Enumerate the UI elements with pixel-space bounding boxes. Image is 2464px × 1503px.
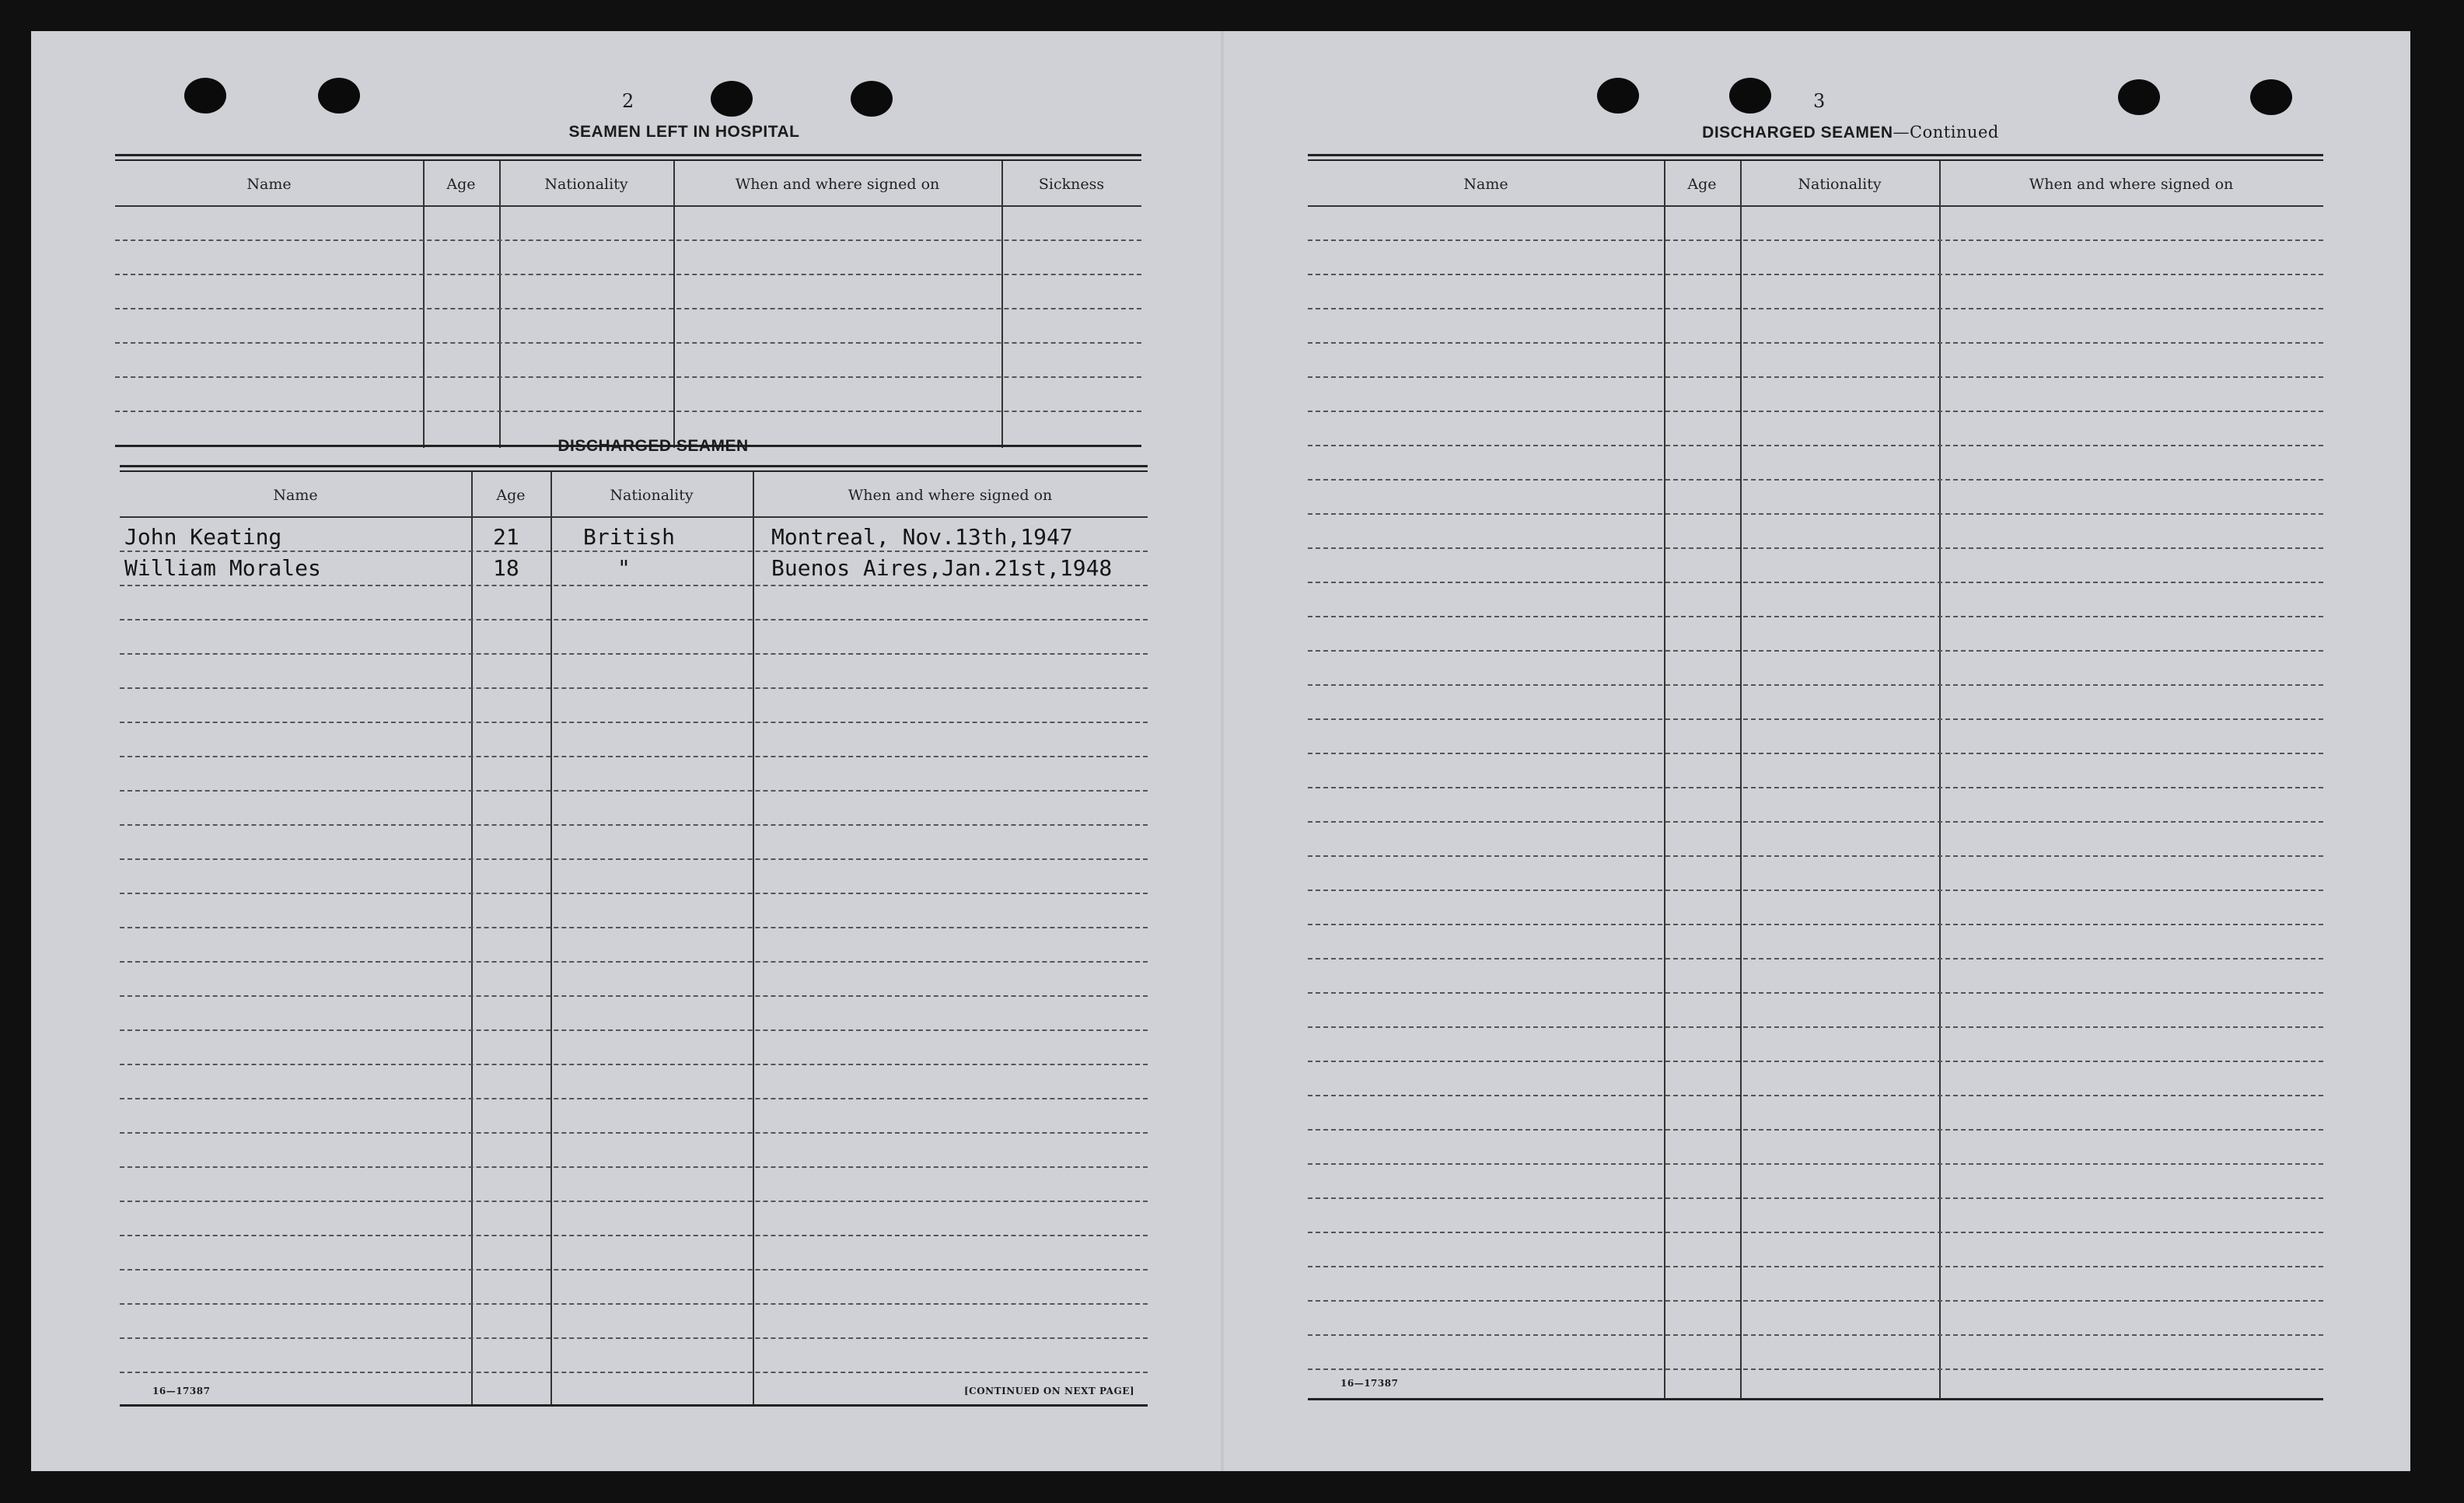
continued-note: [CONTINUED ON NEXT PAGE] <box>964 1386 1135 1396</box>
form-number: 16—17387 <box>152 1386 211 1396</box>
punch-hole <box>318 78 360 114</box>
discharged-continued-table <box>1308 154 2323 1401</box>
title-text: DISCHARGED SEAMEN <box>1702 124 1893 142</box>
column-header: When and where signed on <box>2029 176 2234 193</box>
seaman-signed-on: Buenos Aires,Jan.21st,1948 <box>771 555 1113 581</box>
seaman-signed-on: Montreal, Nov.13th,1947 <box>771 524 1073 550</box>
discharged-section-title: DISCHARGED SEAMEN <box>557 437 749 455</box>
page-number: 3 <box>1813 90 1826 112</box>
form-number: 16—17387 <box>1340 1378 1399 1389</box>
punch-hole <box>1729 78 1771 114</box>
column-header: Name <box>273 487 318 504</box>
column-header: When and where signed on <box>735 176 940 193</box>
hospital-table <box>115 154 1141 448</box>
column-header: Nationality <box>544 176 628 193</box>
punch-hole <box>2250 79 2292 115</box>
column-header: Nationality <box>610 487 694 504</box>
seaman-name: John Keating <box>124 524 282 550</box>
punch-hole <box>2118 79 2160 115</box>
page-number: 2 <box>622 90 634 112</box>
column-header: Name <box>1463 176 1508 193</box>
column-header: Name <box>246 176 292 193</box>
seaman-name: William Morales <box>124 555 321 581</box>
column-header: Age <box>496 487 526 504</box>
title-suffix: —Continued <box>1893 123 1999 142</box>
punch-hole <box>711 81 753 117</box>
form-sheet <box>31 31 2410 1471</box>
discharged-table <box>120 465 1148 1407</box>
seaman-nationality: British <box>583 524 676 550</box>
hospital-section-title: SEAMEN LEFT IN HOSPITAL <box>568 123 800 141</box>
column-header: Sickness <box>1038 176 1105 193</box>
punch-hole <box>1597 78 1639 114</box>
page-fold <box>1221 31 1224 1471</box>
seaman-age: 21 <box>493 524 519 550</box>
seaman-nationality: " <box>617 555 631 581</box>
column-header: Age <box>1687 176 1717 193</box>
punch-hole <box>851 81 893 117</box>
continued-section-title <box>1571 123 2130 142</box>
column-header: Nationality <box>1798 176 1882 193</box>
column-header: Age <box>446 176 476 193</box>
seaman-age: 18 <box>493 555 519 581</box>
column-header: When and where signed on <box>848 487 1053 504</box>
punch-hole <box>184 78 226 114</box>
